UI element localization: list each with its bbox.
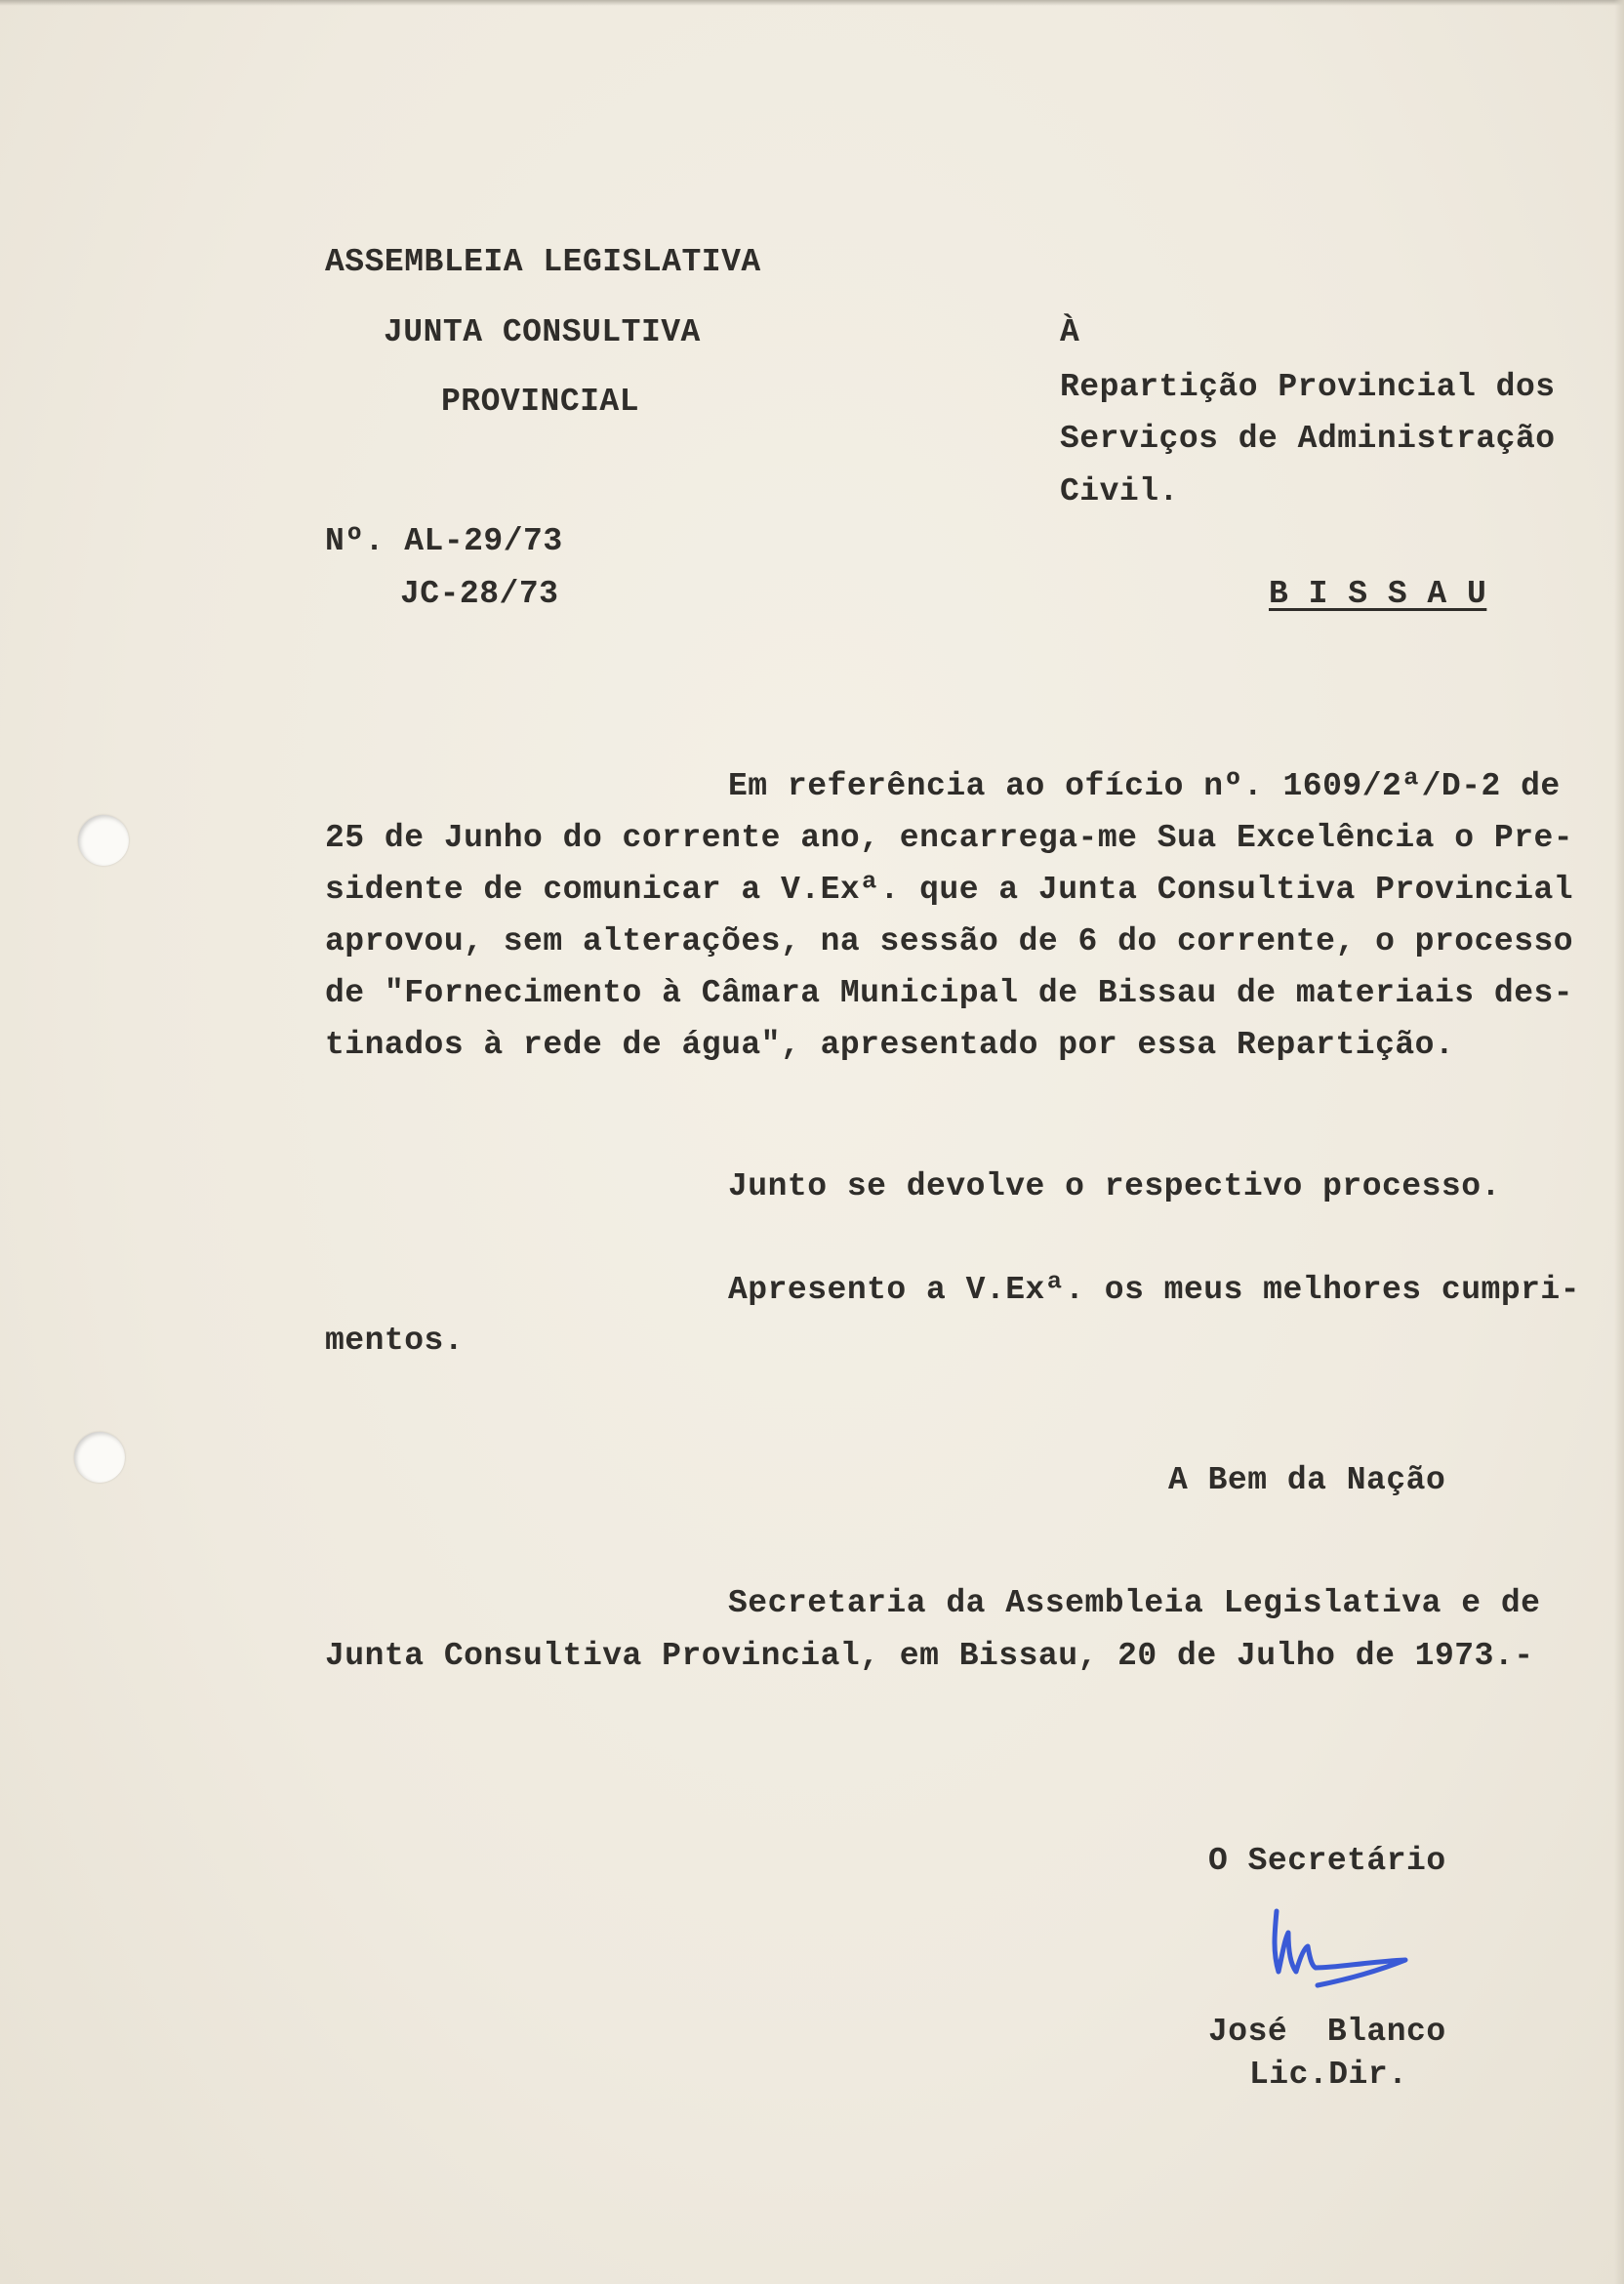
- signatory-title: O Secretário: [1208, 1843, 1446, 1879]
- body-p3-line-1: Apresento a V.Exª. os meus melhores cumpri-: [728, 1272, 1581, 1308]
- addressee-to: À: [1060, 314, 1080, 350]
- signatory-name: José Blanco: [1208, 2014, 1446, 2050]
- body-p1-line-3: sidente de comunicar a V.Exª. que a Junta Consultiva Provincial: [325, 872, 1574, 908]
- addressee-city: B I S S A U: [1269, 576, 1487, 612]
- addressee-line-1: Repartição Provincial dos: [1060, 369, 1556, 405]
- punch-hole-top: [78, 815, 129, 866]
- body-p1-line-6: tinados à rede de água", apresentado por essa Repartição.: [325, 1027, 1455, 1063]
- reference-line-2: JC-28/73: [400, 576, 559, 612]
- place-line-1: Secretaria da Assembleia Legislativa e de: [728, 1585, 1541, 1621]
- place-line-2: Junta Consultiva Provincial, em Bissau, 20 de Julho de 1973.-: [325, 1638, 1534, 1674]
- body-p2: Junto se devolve o respectivo processo.: [728, 1168, 1501, 1204]
- header-line-2: JUNTA CONSULTIVA: [384, 314, 701, 350]
- addressee-line-2: Serviços de Administração: [1060, 421, 1556, 457]
- header-line-1: ASSEMBLEIA LEGISLATIVA: [325, 244, 761, 280]
- body-p1-line-2: 25 de Junho do corrente ano, encarrega-me Sua Excelência o Pre-: [325, 820, 1574, 856]
- punch-hole-bottom: [74, 1432, 125, 1483]
- signatory-degree: Lic.Dir.: [1249, 2057, 1408, 2093]
- handwritten-signature: [1259, 1903, 1415, 2020]
- body-p1-line-4: aprovou, sem alterações, na sessão de 6 do corrente, o processo: [325, 923, 1574, 959]
- body-p1-line-5: de "Fornecimento à Câmara Municipal de Bissau de materiais des-: [325, 975, 1574, 1011]
- page-edge-right: [1614, 0, 1624, 2284]
- closing-salutation: A Bem da Nação: [1168, 1462, 1446, 1498]
- reference-line-1: Nº. AL-29/73: [325, 523, 563, 559]
- body-p1-line-1: Em referência ao ofício nº. 1609/2ª/D-2 de: [728, 768, 1561, 804]
- addressee-line-3: Civil.: [1060, 473, 1179, 510]
- body-p3-line-2: mentos.: [325, 1323, 465, 1359]
- header-line-3: PROVINCIAL: [441, 384, 640, 420]
- page-edge-top: [0, 0, 1624, 6]
